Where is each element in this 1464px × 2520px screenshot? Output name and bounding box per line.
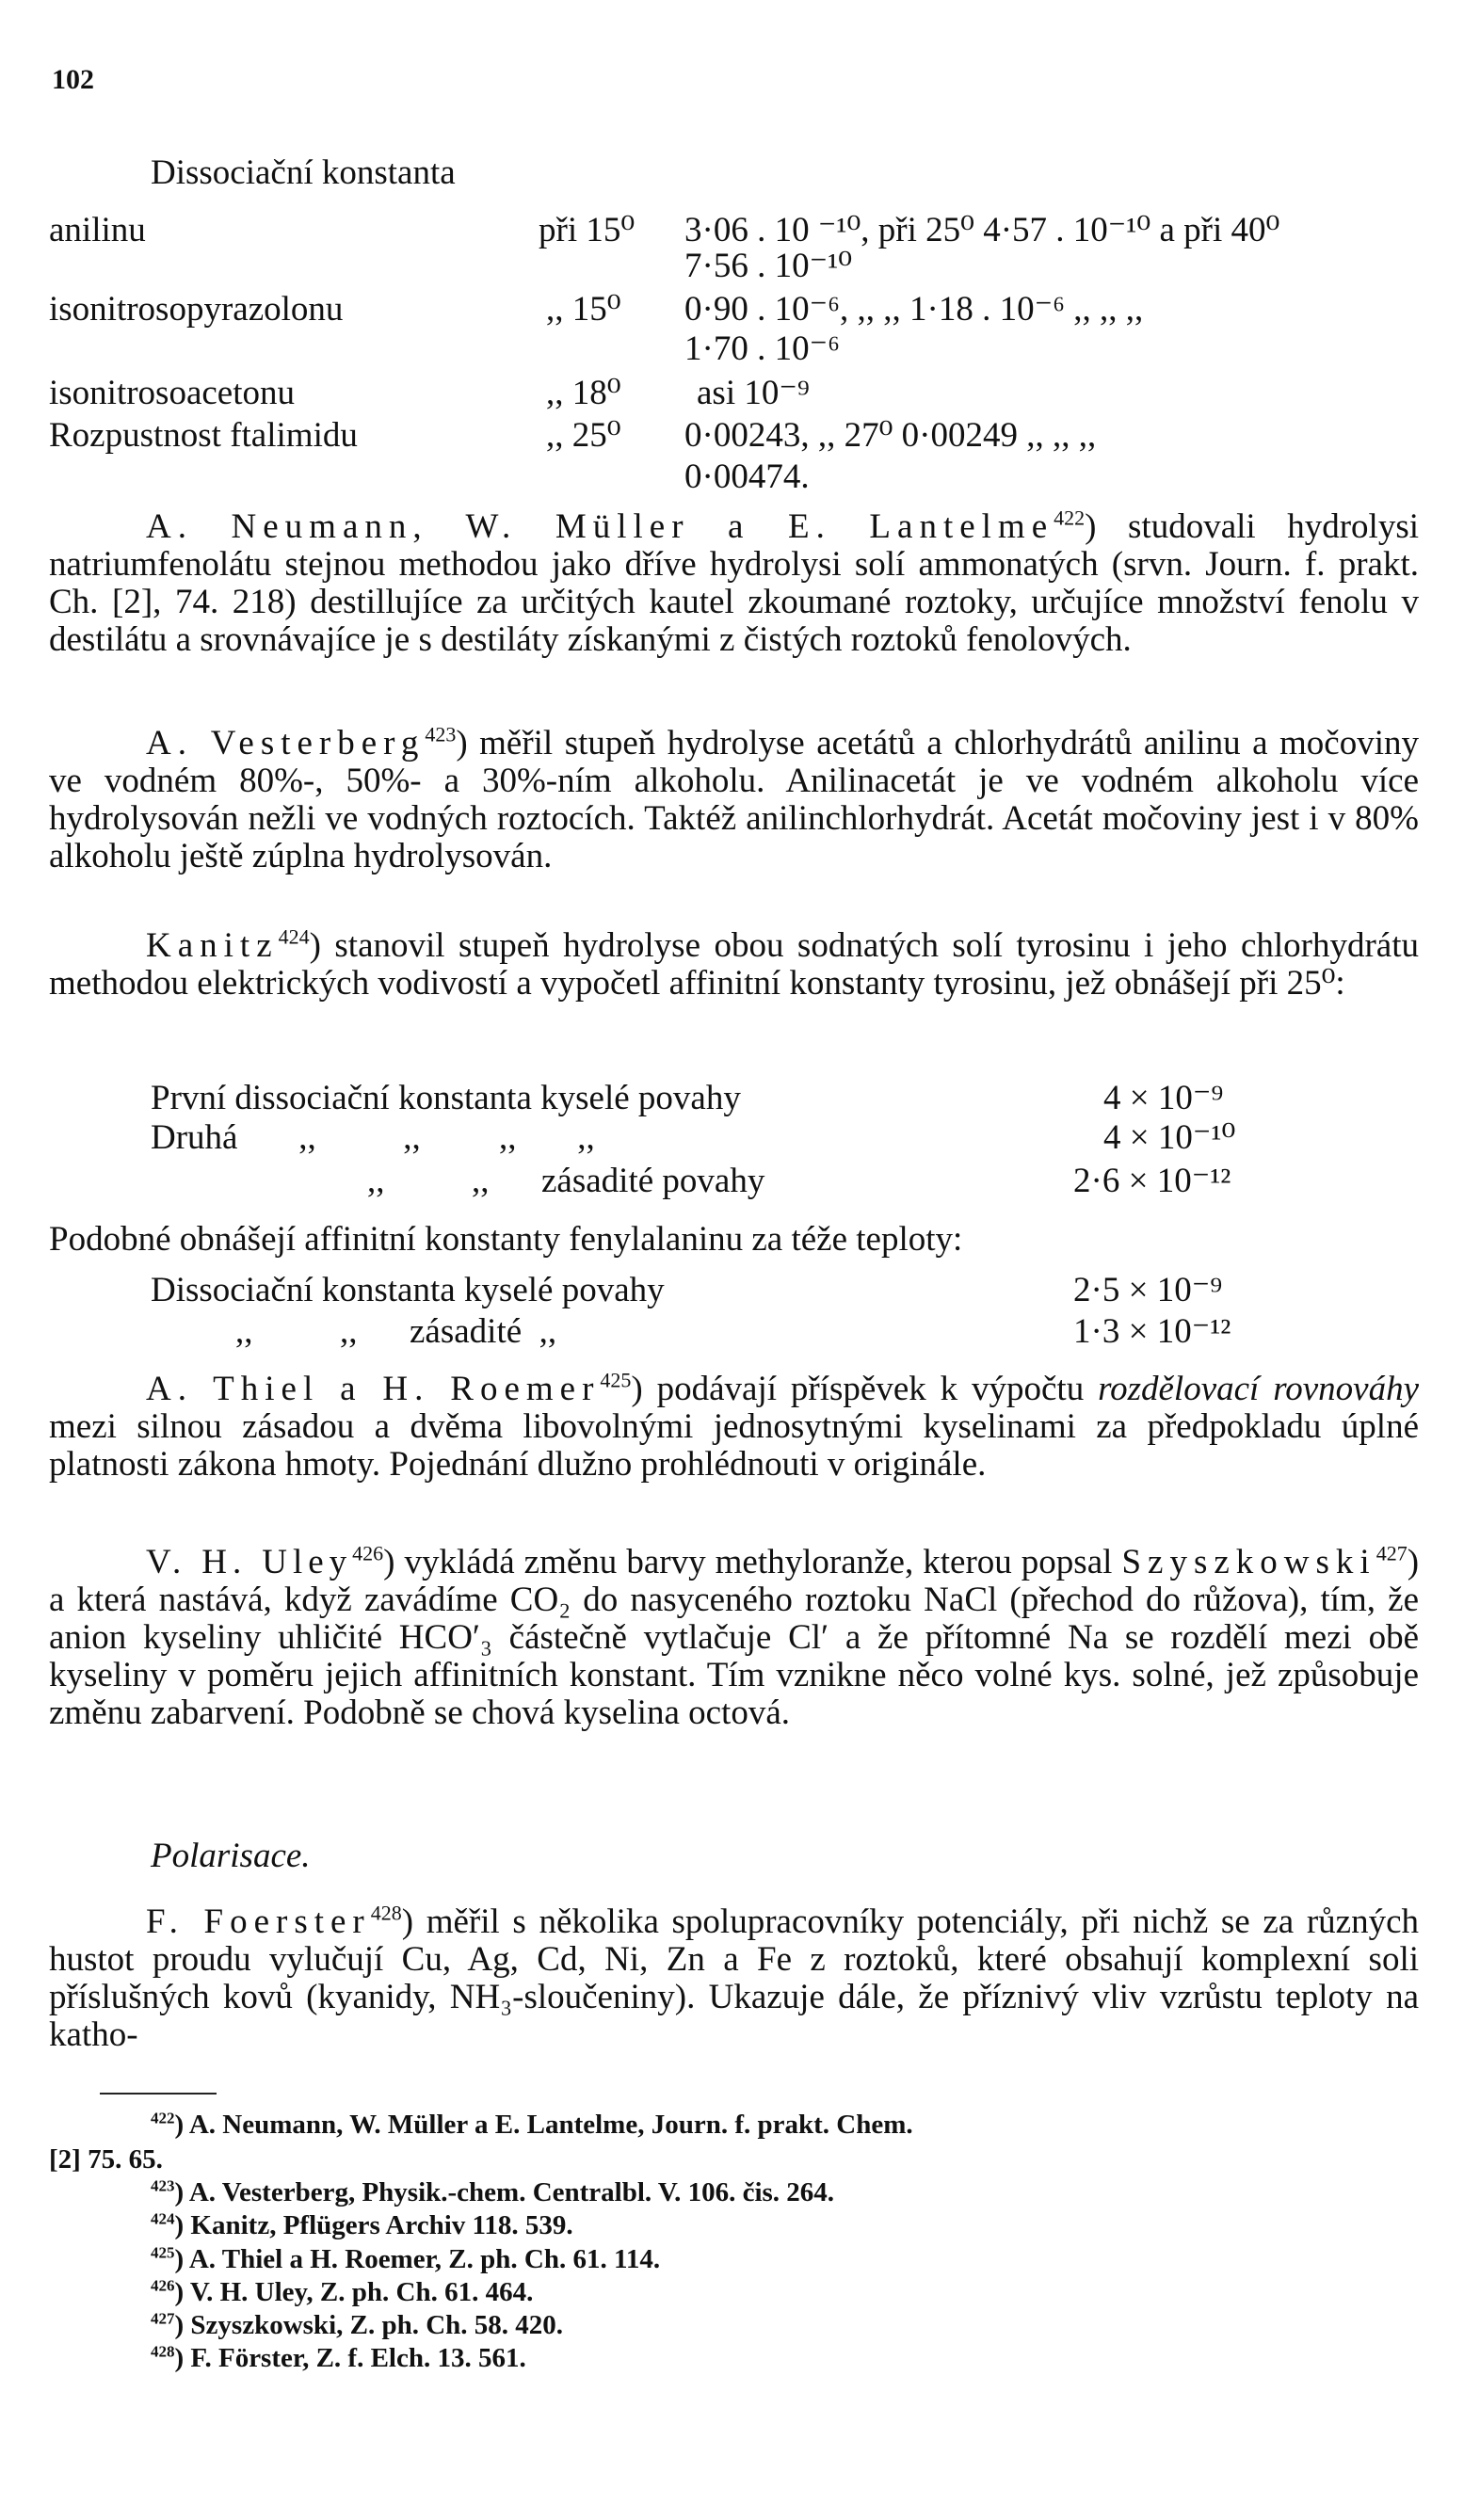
- table1-values: 7·56 . 10⁻¹⁰: [684, 247, 853, 285]
- table1-cond: ,, 25⁰: [546, 416, 621, 455]
- table1-cond: ,, 15⁰: [546, 290, 621, 329]
- paragraph-text: ) a která nastává, když zavádíme CO₂ do nasyceného roztoku NaCl (přechod do růžova), tím, že anion kyseliny uhličité HCO′₃ částečně vytlačuje Cl′ a že přítomné Na se rozdělí mezi obě kyseliny v poměru jejich affinitních konstant. Tím vznikne něco volné kys. solné, jež způsobuje změnu zabarvení. Podobně se chová kyselina octová.: [49, 1543, 1420, 1732]
- author-name: F. Foerster: [146, 1902, 371, 1941]
- table1-values: 3·06 . 10 ⁻¹⁰, při 25⁰ 4·57 . 10⁻¹⁰ a při 40⁰: [684, 211, 1280, 249]
- table2-value: 2·6 × 10⁻¹²: [1073, 1162, 1231, 1200]
- author-name: A. Neumann, W. Müller a E. Lantelme: [146, 507, 1054, 546]
- footnote-number: 423: [151, 2176, 175, 2195]
- table-row: [0, 457, 1464, 497]
- footnote-number: 424: [151, 2209, 175, 2228]
- footnote: $^{424}$) Kanitz, Pflügers Archiv 118. 539.: [151, 2209, 573, 2240]
- table-row: [0, 1079, 1464, 1118]
- footnote: $^{426}$) V. H. Uley, Z. ph. Ch. 61. 464.: [151, 2276, 534, 2307]
- paragraph-neumann: [49, 508, 1419, 659]
- table3-label: Dissociační konstanta kyselé povahy: [151, 1271, 665, 1309]
- table-row: [0, 1271, 1464, 1310]
- footnote-text: A. Neumann, W. Müller a E. Lantelme, Journ. f. prakt. Chem.: [188, 2110, 913, 2140]
- footnote-ref: 423: [425, 722, 457, 746]
- footnote-ref: 424: [278, 924, 310, 949]
- footnote-ref: 428: [370, 1901, 402, 1925]
- footnote-number: 425: [151, 2243, 175, 2262]
- table1-values: 0·90 . 10⁻⁶, ,, ,, 1·18 . 10⁻⁶ ,, ,, ,,: [684, 290, 1144, 329]
- footnote-number: 428: [151, 2342, 175, 2361]
- table2-label: První dissociační konstanta kyselé povahy: [151, 1079, 741, 1117]
- paragraph-text: ) stanovil stupeň hydrolyse obou sodnatých solí tyrosinu i jeho chlorhydrátu methodou elektrických vodivostí a vypočetl affinitní konstanty tyrosinu, jež obnášejí při 25⁰:: [49, 926, 1419, 1003]
- footnote: $^{428}$) F. Förster, Z. f. Elch. 13. 561.: [151, 2342, 526, 2373]
- table1-values: 1·70 . 10⁻⁶: [684, 329, 841, 368]
- table1-title-row: [0, 153, 1464, 193]
- page-number: 102: [52, 64, 94, 95]
- table-row: [0, 1312, 1464, 1352]
- footnote-ref: 426: [352, 1541, 384, 1565]
- table1-cond: ,, 18⁰: [546, 374, 621, 412]
- footnote: $^{425}$) A. Thiel a H. Roemer, Z. ph. Ch. 61. 114.: [151, 2243, 661, 2274]
- footnote-ref: 427: [1376, 1541, 1408, 1565]
- paragraph-text: mezi silnou zásadou a dvěma libovolnými jednosytnými kyselinami za předpokladu úplné platnosti zákona hmoty. Pojednání dlužno prohlédnouti v originále.: [49, 1407, 1419, 1484]
- footnote-text: A. Thiel a H. Roemer, Z. ph. Ch. 61. 114.: [188, 2244, 661, 2274]
- table-row: [0, 1162, 1464, 1201]
- footnote-text: F. Förster, Z. f. Elch. 13. 561.: [190, 2343, 526, 2373]
- table-row: [0, 416, 1464, 456]
- footnote-ref: 425: [600, 1368, 632, 1392]
- table-row: [0, 247, 1464, 286]
- table3-value: 2·5 × 10⁻⁹: [1073, 1271, 1223, 1309]
- footnote-text: Szyszkowski, Z. ph. Ch. 58. 420.: [190, 2310, 564, 2340]
- table2-label: Druhá ,, ,, ,, ,,: [151, 1118, 595, 1157]
- table1-name: anilinu: [49, 211, 146, 249]
- footnote: $^{423}$) A. Vesterberg, Physik.-chem. Centralbl. V. 106. čis. 264.: [151, 2176, 835, 2207]
- table-row: [0, 1118, 1464, 1158]
- section-heading: Polarisace.: [151, 1837, 311, 1875]
- paragraph-text: ) měřil s několika spolupracovníky potenciály, při nichž se za různých hustot proudu vylučují Cu, Ag, Cd, Ni, Zn a Fe z roztoků, které obsahují komplexní soli příslušných kovů (kyanidy, NH₃-sloučeniny). Ukazuje dále, že příznivý vliv vzrůstu teploty na katho-: [49, 1902, 1419, 2054]
- paragraph-text: Podobné obnášejí affinitní konstanty fenylalaninu za téže teploty:: [49, 1220, 963, 1259]
- footnote-text: Kanitz, Pflügers Archiv 118. 539.: [190, 2210, 573, 2240]
- table1-name: isonitrosoacetonu: [49, 374, 296, 412]
- table1-name: Rozpustnost ftalimidu: [49, 416, 358, 455]
- table1-values: 0·00474.: [684, 457, 810, 496]
- paragraph-text: ) podávají příspěvek k výpočtu: [631, 1370, 1099, 1408]
- table-row: [0, 329, 1464, 369]
- table1-values: asi 10⁻⁹: [697, 374, 810, 412]
- footnote-divider: [100, 2093, 217, 2095]
- table3-label: ,, ,, zásadité ,,: [235, 1312, 557, 1351]
- table2-value: 4 × 10⁻¹⁰: [1103, 1118, 1236, 1157]
- paragraph-fenylalanin: [49, 1221, 1419, 1259]
- table2-value: 4 × 10⁻⁹: [1103, 1079, 1224, 1117]
- author-name: V. H. Uley: [146, 1543, 353, 1581]
- table-row: [0, 211, 1464, 250]
- table2-label: ,, ,, zásadité povahy: [367, 1162, 765, 1200]
- table-row: [0, 374, 1464, 413]
- footnote-number: 427: [151, 2309, 175, 2328]
- author-name: Kanitz: [146, 926, 279, 965]
- paragraph-kanitz: [49, 924, 1419, 1003]
- footnote-text: [2] 75. 65.: [49, 2144, 163, 2175]
- footnote-text: V. H. Uley, Z. ph. Ch. 61. 464.: [189, 2277, 534, 2307]
- footnote-number: 426: [151, 2276, 175, 2295]
- author-name: A. Vesterberg: [146, 724, 426, 762]
- table1-name: isonitrosopyrazolonu: [49, 290, 344, 329]
- author-name: A. Thiel a H. Roemer: [146, 1370, 601, 1408]
- paragraph-text: ) měřil stupeň hydrolyse acetátů a chlorhydrátů anilinu a močoviny ve vodném 80%-, 50%- a 30%-ním alkoholu. Anilinacetát je ve vodném alkoholu více hydrolysován nežli ve vodných roztocích. Taktéž anilinchlorhydrát. Acetát močoviny jest i v 80% alkoholu ještě zúplna hydrolysován.: [49, 724, 1419, 875]
- paragraph-foerster: [49, 1903, 1419, 2054]
- table1-cond: při 15⁰: [539, 211, 635, 249]
- table1-values: 0·00243, ,, 27⁰ 0·00249 ,, ,, ,,: [684, 416, 1097, 455]
- footnote: [49, 2146, 1424, 2173]
- footnote: $^{427}$) Szyszkowski, Z. ph. Ch. 58. 420.: [151, 2309, 564, 2340]
- paragraph-vesterberg: [49, 722, 1419, 875]
- footnote-ref: 422: [1054, 506, 1086, 530]
- table1-title: Dissociační konstanta: [151, 153, 456, 192]
- author-name: Szyszkowski: [1121, 1543, 1376, 1581]
- footnote-number: 422: [151, 2109, 175, 2127]
- italic-term: rozdělovací rovnováhy: [1098, 1370, 1419, 1408]
- paragraph-text: ) vykládá změnu barvy methyloranže, kterou popsal: [383, 1543, 1122, 1581]
- footnote: $^{422}$) A. Neumann, W. Müller a E. Lantelme, Journ. f. prakt. Chem.: [151, 2109, 913, 2140]
- paragraph-text: ) studovali hydrolysi natriumfenolátu stejnou methodou jako dříve hydrolysi solí ammonatých (srvn. Journ. f. prakt. Ch. [2], 74. 218) destillujíce za určitých kautel zkoumané roztoky, určujíce množství fenolu v destilátu a srovnávajíce je s destiláty získanými z čistých roztoků fenolových.: [49, 507, 1419, 659]
- table3-value: 1·3 × 10⁻¹²: [1073, 1312, 1231, 1351]
- paragraph-uley: [49, 1541, 1420, 1732]
- paragraph-thiel: [49, 1368, 1419, 1484]
- footnote-text: A. Vesterberg, Physik.-chem. Centralbl. V. 106. čis. 264.: [188, 2177, 835, 2207]
- table-row: [0, 290, 1464, 329]
